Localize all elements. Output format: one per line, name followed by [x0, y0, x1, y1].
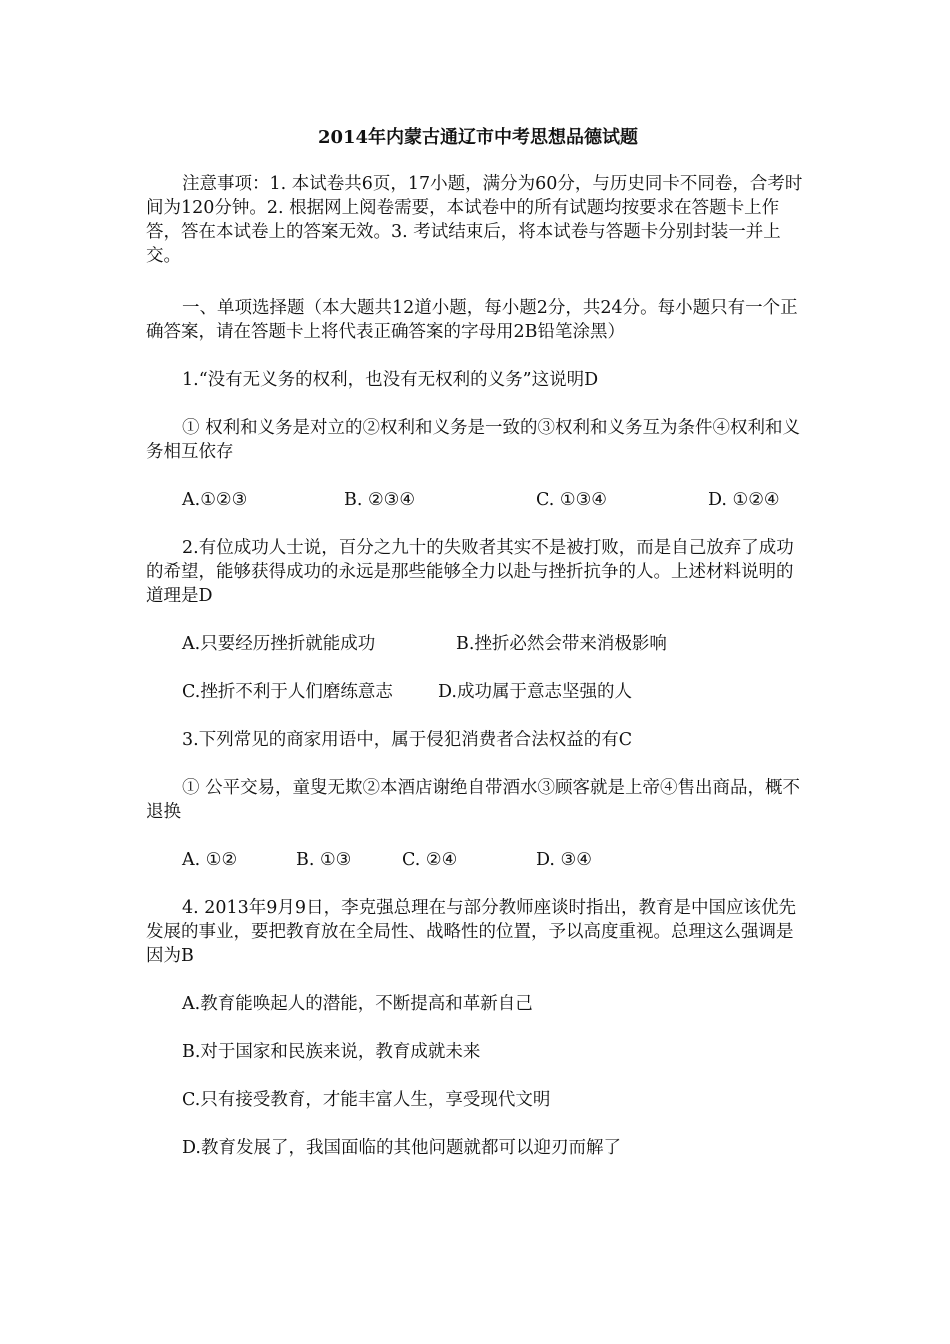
q2-option-b: B.挫折必然会带来消极影响 [456, 634, 667, 654]
q3-stem: 3.下列常见的商家用语中，属于侵犯消费者合法权益的有C [182, 730, 633, 750]
section-heading: 一、单项选择题（本大题共12道小题，每小题2分，共24分。每小题只有一个正确答案，请在答题卡上将代表正确答案的字母用2B铅笔涂黑） [146, 298, 798, 342]
q2-stem: 2.有位成功人士说，百分之九十的失败者其实不是被打败，而是自己放弃了成功的希望，能够获得成功的永远是那些能够全力以赴与挫折抗争的人。上述材料说明的道理是D [146, 538, 794, 606]
q1-statements: ① 权利和义务是对立的②权利和义务是一致的③权利和义务互为条件④权利和义务相互依存 [146, 418, 801, 462]
q1-stem: 1.“没有无义务的权利，也没有无权利的义务”这说明D [182, 370, 599, 390]
q1-option-d: D. ①②④ [708, 490, 780, 510]
q3-statements: ① 公平交易，童叟无欺②本酒店谢绝自带酒水③顾客就是上帝④售出商品，概不退换 [146, 778, 801, 822]
q1-option-b: B. ②③④ [344, 490, 416, 510]
q1-option-a: A.①②③ [182, 490, 248, 510]
q2-option-d: D.成功属于意志坚强的人 [438, 682, 632, 702]
q3-option-a: A. ①② [182, 850, 238, 870]
q4-option-c: C.只有接受教育，才能丰富人生，享受现代文明 [182, 1090, 551, 1110]
q4-stem: 4. 2013年9月9日，李克强总理在与部分教师座谈时指出，教育是中国应该优先发展的事业，要把教育放在全局性、战略性的位置，予以高度重视。总理这么强调是因为B [146, 898, 797, 966]
q2-option-a: A.只要经历挫折就能成功 [182, 634, 376, 654]
q1-option-c: C. ①③④ [536, 490, 607, 510]
q4-option-a: A.教育能唤起人的潜能，不断提高和革新自己 [182, 994, 533, 1014]
q3-option-b: B. ①③ [296, 850, 352, 870]
notice-paragraph: 注意事项：1. 本试卷共6页，17小题，满分为60分，与历史同卡不同卷，合考时间为120分钟。2. 根据网上阅卷需要，本试卷中的所有试题均按要求在答题卡上作答，答在本试卷上的答案无效。3. 考试结束后，将本试卷与答题卡分别封装一并上交。 [146, 174, 803, 266]
document-title: 2014年内蒙古通辽市中考思想品德试题 [317, 127, 639, 148]
q4-option-b: B.对于国家和民族来说，教育成就未来 [182, 1042, 481, 1062]
q3-option-c: C. ②④ [402, 850, 458, 870]
q4-option-d: D.教育发展了，我国面临的其他问题就都可以迎刃而解了 [182, 1138, 621, 1158]
q3-option-d: D. ③④ [536, 850, 592, 870]
q2-option-c: C.挫折不利于人们磨练意志 [182, 682, 393, 702]
